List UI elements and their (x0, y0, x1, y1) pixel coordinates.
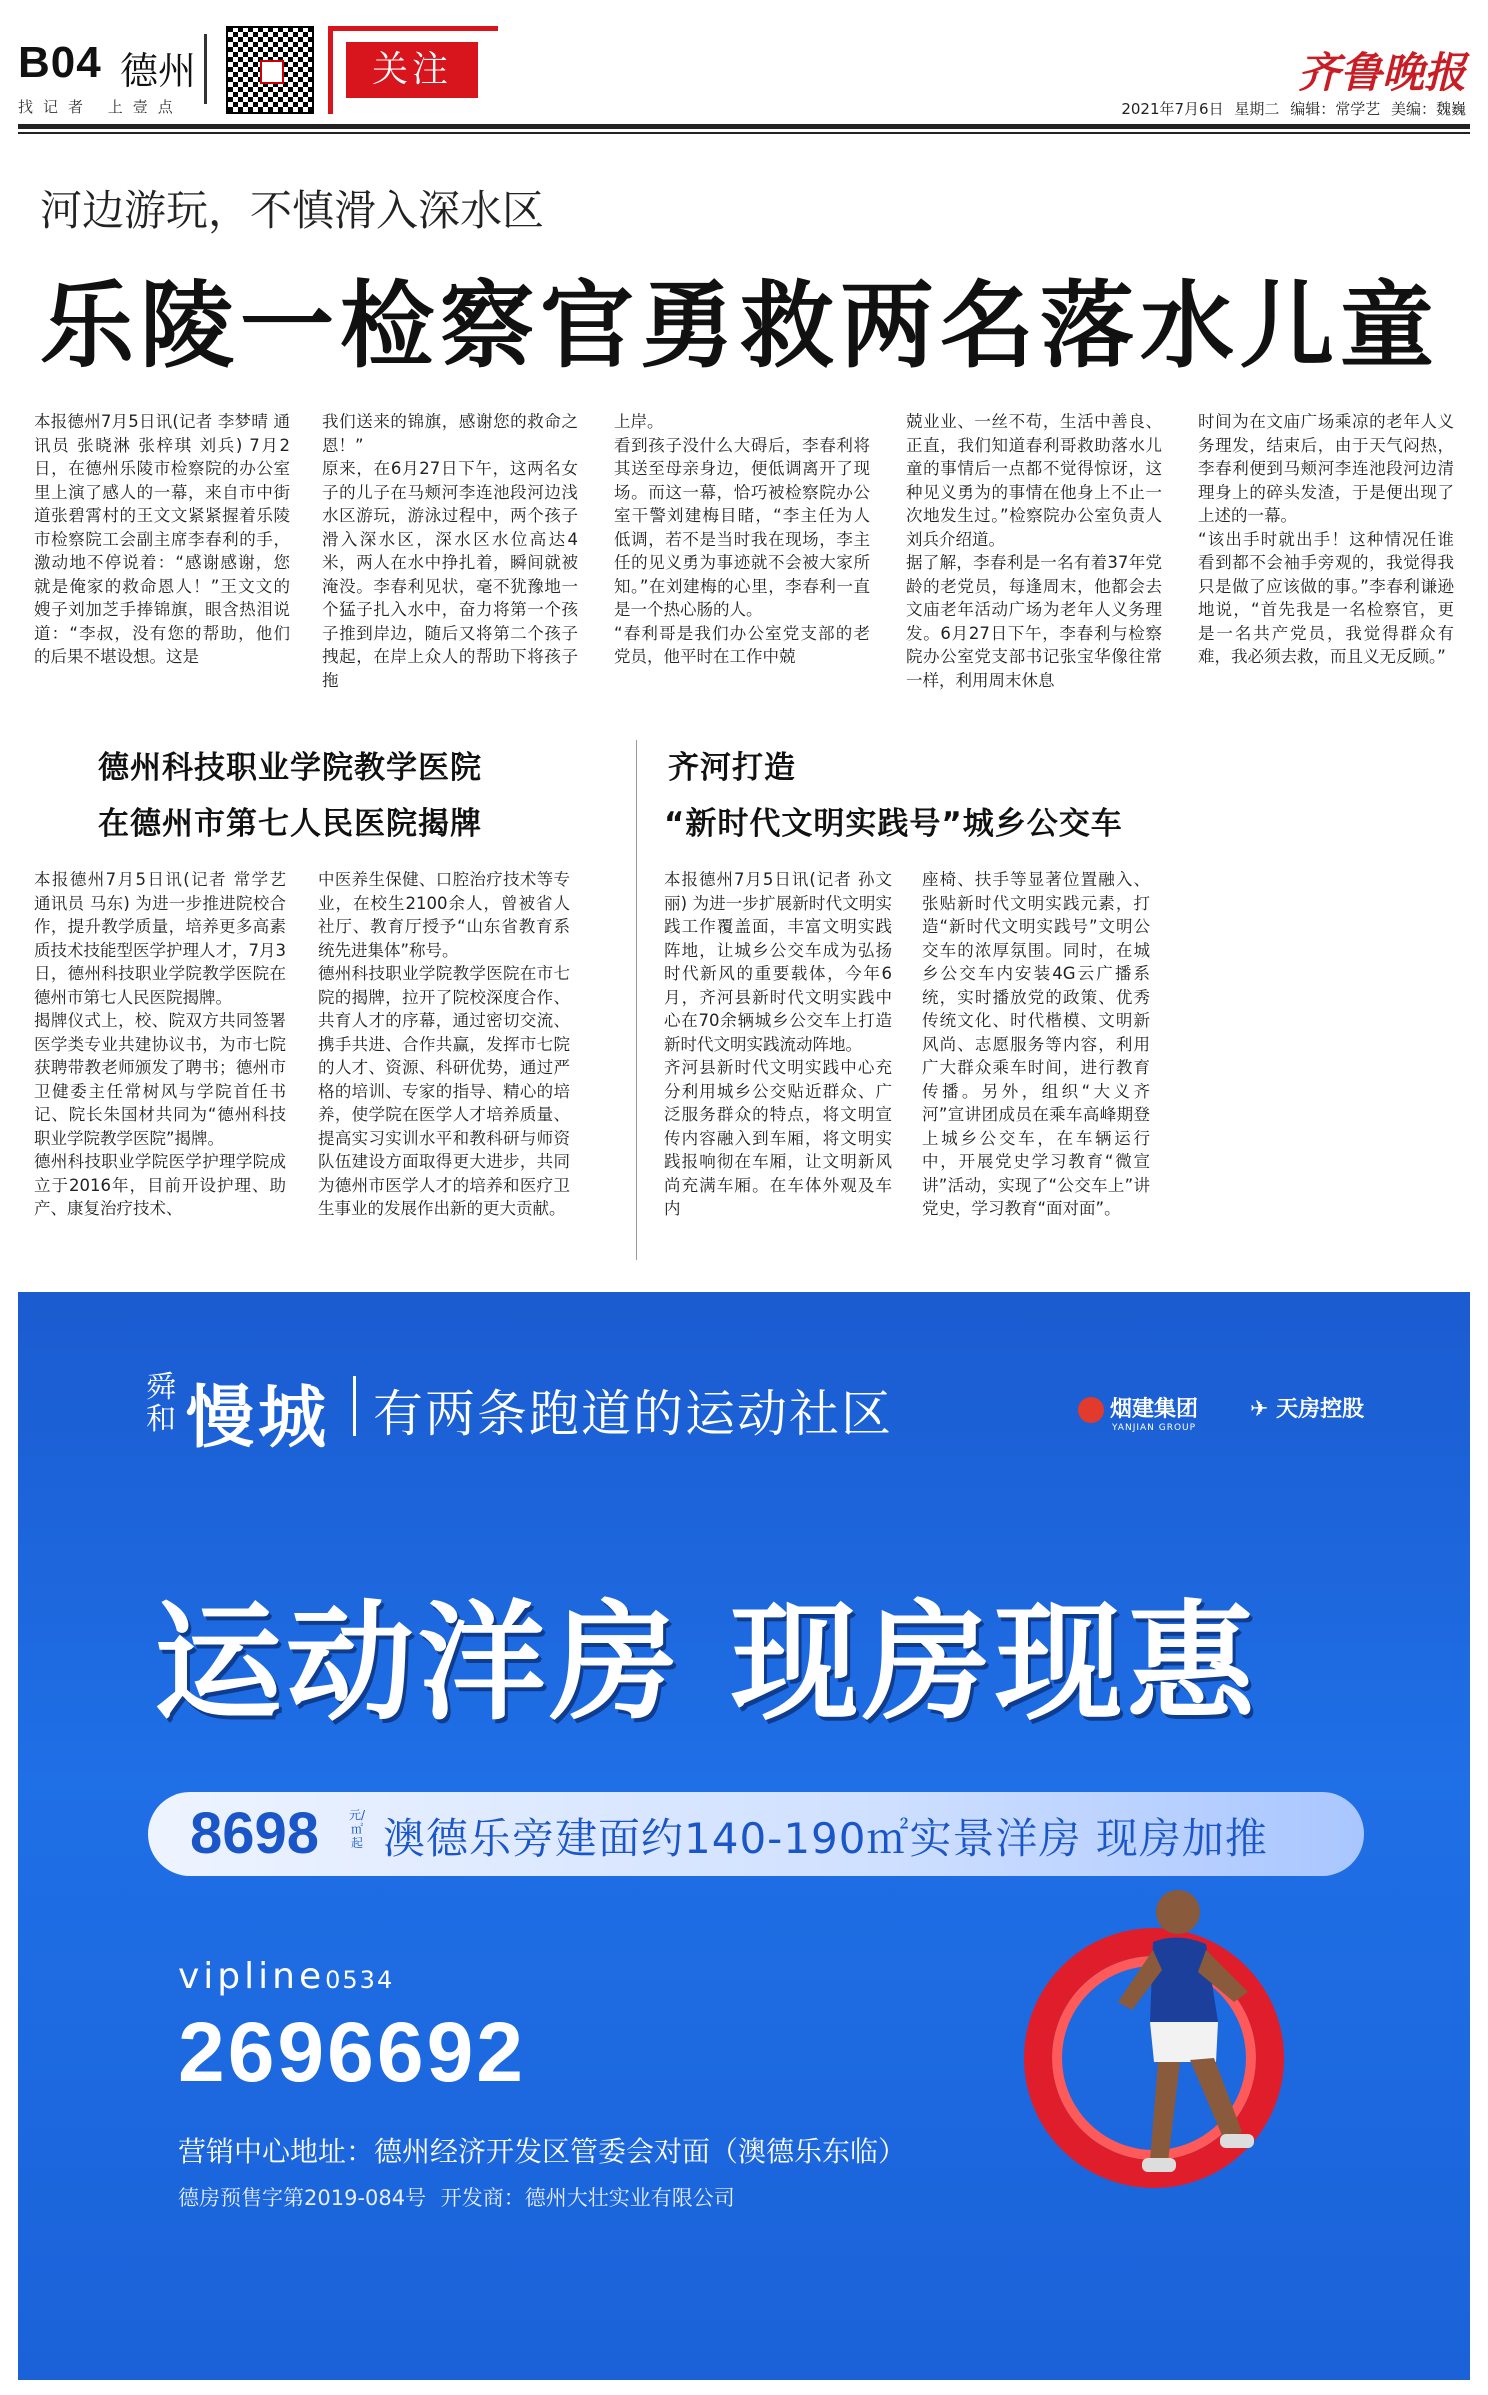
header-slogan: 找记者 上壹点 (18, 98, 183, 116)
ad-address: 营销中心地址：德州经济开发区管委会对面（澳德乐东临） (178, 2135, 907, 2168)
left-story-headline-1: 德州科技职业学院教学医院 (98, 750, 482, 786)
ad-price-unit: 元/㎡起 (348, 1808, 366, 1850)
right-story-headline-2: “新时代文明实践号”城乡公交车 (664, 806, 1123, 842)
partner-logo-1-icon (1078, 1397, 1104, 1423)
ad-slogan: 有两条跑道的运动社区 (373, 1385, 893, 1443)
section-tag: 关注 (346, 42, 478, 98)
partner-1-name: 烟建集团 (1110, 1397, 1199, 1422)
city-label: 德州 (120, 49, 197, 93)
dateline (1121, 98, 1466, 119)
ad-phone: 2696692 (178, 2005, 527, 2099)
runner-figure-icon (1058, 1872, 1278, 2232)
ad-headline: 运动洋房 现房现惠 (154, 1589, 1259, 1738)
left-story-headline-2: 在德州市第七人民医院揭牌 (98, 806, 482, 842)
header-divider (204, 34, 207, 104)
lead-column-4: 兢业业、一丝不苟，生活中善良、正直，我们知道春利哥救助落水儿童的事情后一点都不觉得惊讶，这种见义勇为的事情在他身上不止一次地发生过。”检察院办公室负责人刘兵介绍道。 据了解，李春利是一名有着37年党龄的老党员，每逢周末，他都会去文庙老年活动广场为老年人义务理发。6月27日下午，李春利与检察院办公室党支部书记张宝华像往常一样，利用周末休息 (906, 412, 1162, 690)
page-number: B04 (18, 38, 102, 87)
designer: 美编：魏巍 (1390, 100, 1466, 118)
header-rule (18, 124, 1470, 129)
ad-permit: 德房预售字第2019-084号 开发商：德州大壮实业有限公司 (178, 2186, 735, 2210)
right-story-column-2: 座椅、扶手等显著位置融入、张贴新时代文明实践元素，打造“新时代文明实践号”文明公交车的浓厚氛围。同时，在城乡公交车内安装4G云广播系统，实时播放党的政策、优秀传统文化、时代楷模、文明新风尚、志愿服务等内容，利用广大群众乘车时间，进行教育传播。另外，组织“大义齐河”宣讲团成员在乘车高峰期登上城乡公交车，在车辆运行中，开展党史学习教育“微宣讲”活动，实现了“公交车上”讲党史，学习教育“面对面”。 (922, 870, 1150, 1218)
lead-kicker: 河边游玩，不慎滑入深水区 (40, 186, 545, 235)
date: 2021年7月6日 (1121, 100, 1224, 118)
lead-headline: 乐陵一检察官勇救两名落水儿童 (40, 272, 1441, 381)
ad-brand-divider (353, 1376, 356, 1436)
lead-column-2: 我们送来的锦旗，感谢您的救命之恩！” 原来，在6月27日下午，这两名女子的儿子在马颊河李连池段河边浅水区游玩，游泳过程中，两个孩子滑入深水区，深水区水位高达4米，两人在水中挣扎着，瞬间就被淹没。李春利见状，毫不犹豫地一个猛子扎入水中，奋力将第一个孩子推到岸边，随后又将第二个孩子拽起，在岸上众人的帮助下将孩子拖 (322, 412, 578, 690)
weekday: 星期二 (1234, 100, 1280, 118)
ad-price: 8698 (190, 1801, 320, 1866)
ad-brand: 慢城 (186, 1379, 331, 1458)
masthead-logo: 齐鲁晚报 (1297, 48, 1466, 97)
lead-column-3: 上岸。 看到孩子没什么大碍后，李春利将其送至母亲身边，便低调离开了现场。而这一幕，恰巧被检察院办公室干警刘建梅目睹，“李主任为人低调，若不是当时我在现场，李主任的见义勇为事迹就不会被大家所知。”在刘建梅的心里，李春利一直是一个热心肠的人。 “春利哥是我们办公室党支部的老党员，他平时在工作中兢 (614, 412, 870, 666)
qr-code-icon (226, 26, 314, 114)
real-estate-ad (18, 1292, 1470, 2380)
vipline-label: vipline (178, 1956, 326, 1997)
right-story-headline-1: 齐河打造 (668, 750, 796, 786)
area-code: 0534 (325, 1966, 395, 1994)
editor: 编辑：常学艺 (1290, 100, 1381, 118)
header-rule-thin (18, 132, 1470, 134)
right-story-column-1: 本报德州7月5日讯(记者 孙文丽) 为进一步扩展新时代文明实践工作覆盖面，丰富文明实践阵地，让城乡公交车成为弘扬时代新风的重要载体，今年6月，齐河县新时代文明实践中心在70余辆城乡公交车上打造新时代文明实践流动阵地。 齐河县新时代文明实践中心充分利用城乡公交贴近群众、广泛服务群众的特点，将文明宣传内容融入到车厢，将文明实践报响彻在车厢，让文明新风尚充满车厢。在车体外观及车内 (664, 870, 892, 1218)
lead-column-5: 时间为在文庙广场乘凉的老年人义务理发，结束后，由于天气闷热，李春利便到马颊河李连池段河边清理身上的碎头发渣，于是便出现了上述的一幕。 “该出手时就出手！这种情况任谁看到都不会袖手旁观的，我觉得我只是做了应该做的事。”李春利谦逊地说，“首先我是一名检察官，更是一名共产党员，我觉得群众有难，我必须去救，而且义无反顾。” (1198, 412, 1454, 666)
partner-2-name: 天房控股 (1276, 1397, 1365, 1422)
partner-1-en: YANJIAN GROUP (1112, 1423, 1197, 1433)
ad-brand-prefix: 舜和 (146, 1370, 176, 1437)
partner-logo-2 (1250, 1392, 1364, 1423)
partner-logo-2-icon: ✈ (1250, 1397, 1277, 1422)
lead-column-1: 本报德州7月5日讯(记者 李梦晴 通讯员 张晓淋 张梓琪 刘兵) 7月2日，在德州乐陵市检察院的办公室里上演了感人的一幕，来自市中街道张碧霄村的王文文紧紧握着乐陵市检察院工会副主席李春利的手，激动地不停说着：“感谢感谢，您就是俺家的救命恩人！”王文文的嫂子刘加芝手捧锦旗，眼含热泪说道：“李叔，没有您的帮助，他们的后果不堪设想。这是 (34, 412, 290, 666)
vipline (178, 1956, 394, 1997)
story-separator (636, 740, 637, 1260)
ad-price-desc: 澳德乐旁建面约140-190㎡实景洋房 现房加推 (383, 1814, 1268, 1863)
left-story-column-2: 中医养生保健、口腔治疗技术等专业，在校生2100余人，曾被省人社厅、教育厅授予“山东省教育系统先进集体”称号。 德州科技职业学院教学医院在市七院的揭牌，拉开了院校深度合作、共育人才的序幕，通过密切交流、携手共进、合作共赢，发挥市七院的人才、资源、科研优势，通过严格的培训、专家的指导、精心的培养，使学院在医学人才培养质量、提高实习实训水平和教科研与师资队伍建设方面取得更大进步，共同为德州市医学人才的培养和医疗卫生事业的发展作出新的更大贡献。 (318, 870, 570, 1218)
partner-logo-1 (1078, 1392, 1198, 1433)
left-story-column-1: 本报德州7月5日讯(记者 常学艺 通讯员 马东) 为进一步推进院校合作，提升教学质量，培养更多高素质技术技能型医学护理人才，7月3日，德州科技职业学院教学医院在德州市第七人民医院揭牌。 揭牌仪式上，校、院双方共同签署医学类专业共建协议书，为市七院获聘带教老师颁发了聘书；德州市卫健委主任常树风与学院首任书记、院长朱国材共同为“德州科技职业学院教学医院”揭牌。 德州科技职业学院医学护理学院成立于2016年，目前开设护理、助产、康复治疗技术、 (34, 870, 286, 1218)
